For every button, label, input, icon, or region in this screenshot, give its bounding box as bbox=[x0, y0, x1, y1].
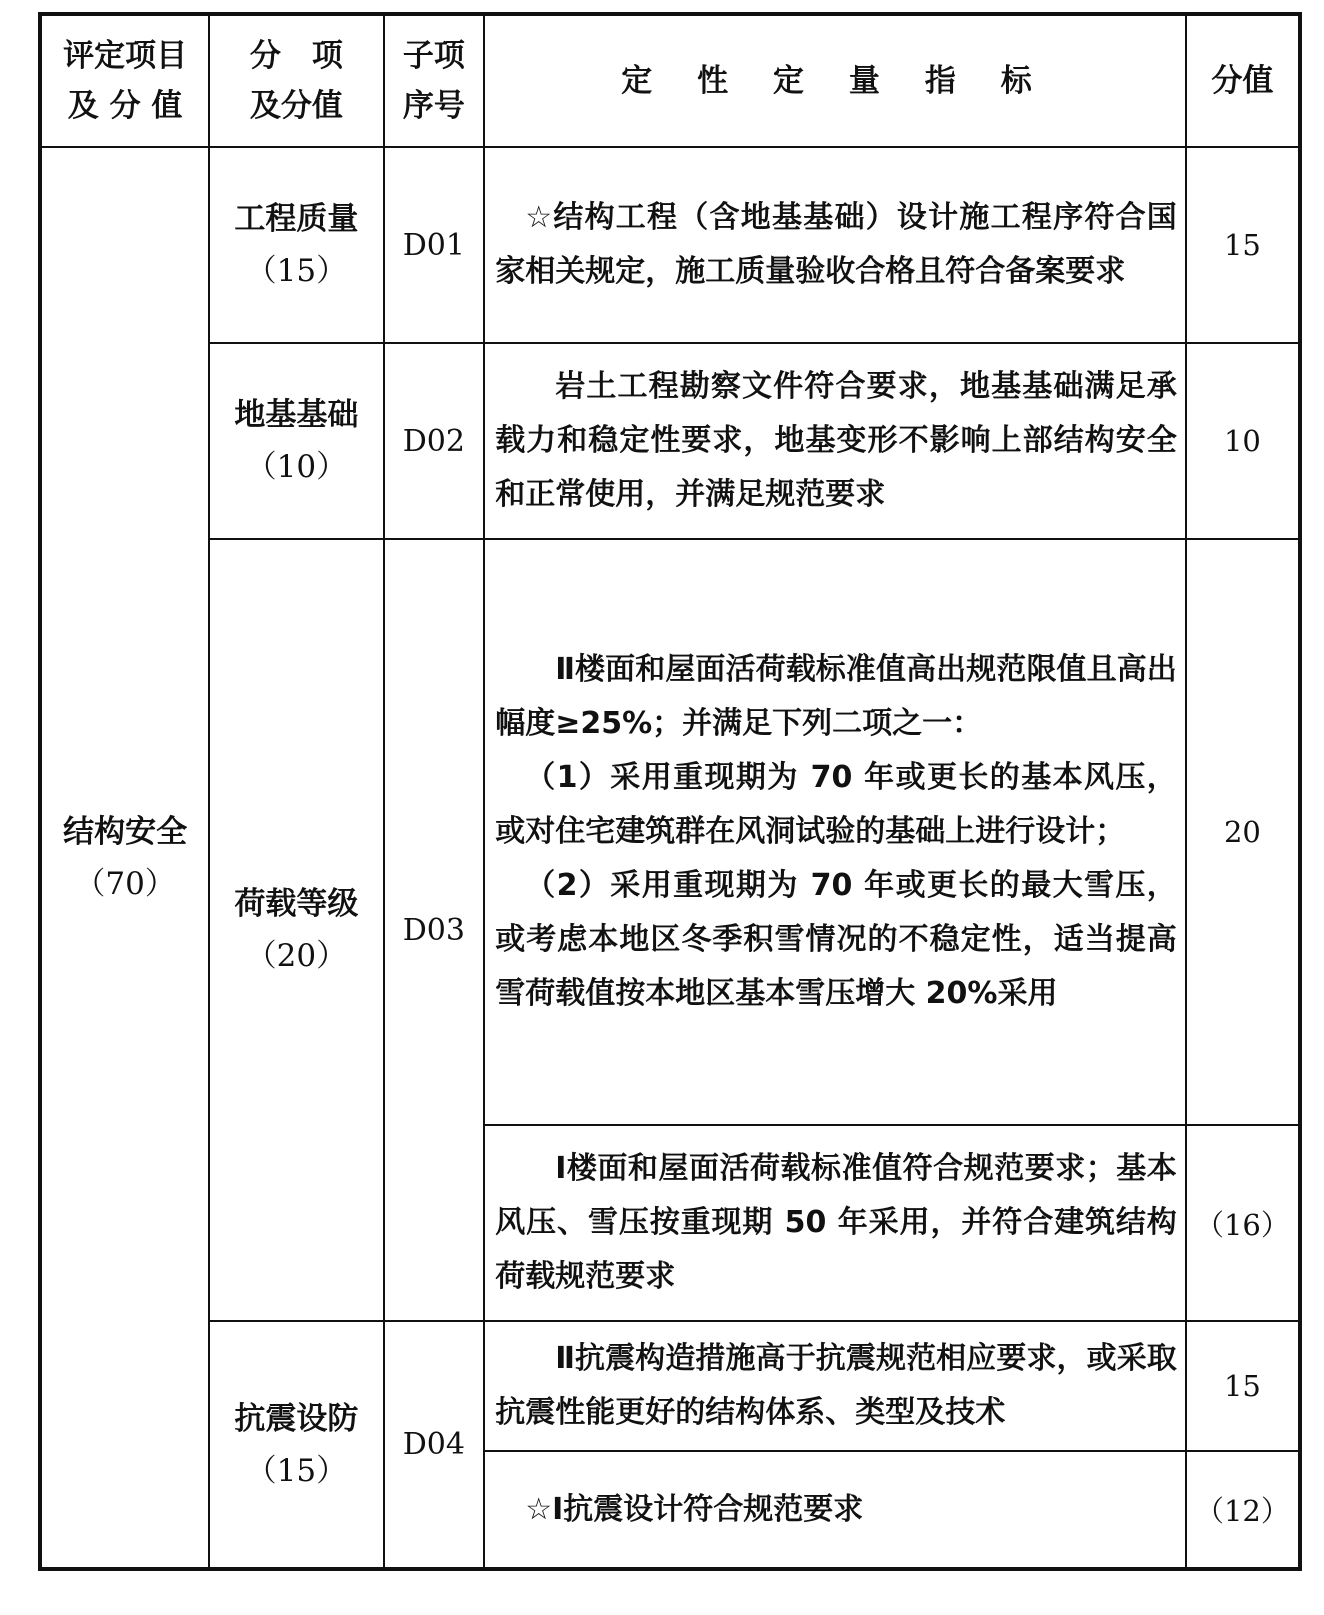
sub-item-score: （15） bbox=[245, 253, 348, 289]
sub-item-name: 抗震设防 bbox=[234, 1400, 359, 1437]
sub-item-cell bbox=[209, 147, 383, 343]
sub-item-score: （10） bbox=[245, 449, 348, 485]
category-score: （70） bbox=[74, 865, 176, 902]
header-col3-line2: 序号 bbox=[402, 88, 465, 124]
table-row bbox=[40, 1321, 1300, 1451]
score-value: （16） bbox=[1186, 1125, 1300, 1321]
header-sub-number bbox=[384, 14, 485, 147]
sub-item-cell bbox=[209, 343, 383, 539]
sub-item-name: 工程质量 bbox=[234, 201, 359, 237]
header-col3-line1: 子项 bbox=[402, 38, 465, 74]
sub-number: D02 bbox=[384, 343, 485, 539]
table-row bbox=[40, 343, 1300, 539]
indicator-text: ☆结构工程（含地基基础）设计施工程序符合国家相关规定，施工质量验收合格且符合备案要求 bbox=[495, 200, 1177, 289]
evaluation-table bbox=[38, 12, 1302, 1571]
header-evaluation-item bbox=[40, 14, 209, 147]
category-cell bbox=[40, 147, 209, 1569]
header-row bbox=[40, 14, 1300, 147]
score-value: 20 bbox=[1186, 539, 1300, 1125]
indicator-text: Ⅱ楼面和屋面活荷载标准值高出规范限值且高出幅度≥25%；并满足下列二项之一： bbox=[495, 652, 1177, 741]
header-sub-item bbox=[209, 14, 383, 147]
indicator-text: （2）采用重现期为 70 年或更长的最大雪压，或考虑本地区冬季积雪情况的不稳定性，适当提高雪荷载值按本地区基本雪压增大 20%采用 bbox=[495, 868, 1177, 1011]
header-col5: 分值 bbox=[1211, 63, 1274, 99]
score-value: 15 bbox=[1186, 1321, 1300, 1451]
sub-number: D01 bbox=[384, 147, 485, 343]
sub-item-score: （20） bbox=[245, 938, 348, 974]
score-value: 15 bbox=[1186, 147, 1300, 343]
indicator-cell bbox=[484, 1125, 1186, 1321]
header-col2-line2: 及分值 bbox=[249, 88, 343, 124]
score-value: （12） bbox=[1186, 1451, 1300, 1569]
header-score bbox=[1186, 14, 1300, 147]
sub-item-cell bbox=[209, 539, 383, 1321]
sub-number: D03 bbox=[384, 539, 485, 1321]
indicator-cell bbox=[484, 1451, 1186, 1569]
indicator-cell bbox=[484, 343, 1186, 539]
indicator-cell bbox=[484, 539, 1186, 1125]
table-row bbox=[40, 147, 1300, 343]
indicator-text: ☆Ⅰ抗震设计符合规范要求 bbox=[525, 1491, 864, 1527]
sub-item-score: （15） bbox=[245, 1452, 348, 1489]
header-col1-line2: 及 分 值 bbox=[67, 88, 183, 124]
indicator-cell bbox=[484, 147, 1186, 343]
indicator-text: 岩土工程勘察文件符合要求，地基基础满足承载力和稳定性要求，地基变形不影响上部结构安全和正常使用，并满足规范要求 bbox=[495, 369, 1177, 512]
document-page bbox=[38, 12, 1302, 1576]
sub-number: D04 bbox=[384, 1321, 485, 1569]
indicator-text: （1）采用重现期为 70 年或更长的基本风压，或对住宅建筑群在风洞试验的基础上进行设计； bbox=[495, 760, 1177, 849]
category-name: 结构安全 bbox=[63, 813, 188, 850]
header-col1-line1: 评定项目 bbox=[63, 38, 188, 74]
sub-item-name: 荷载等级 bbox=[234, 886, 359, 922]
sub-item-cell bbox=[209, 1321, 383, 1569]
table-row bbox=[40, 539, 1300, 1125]
score-value: 10 bbox=[1186, 343, 1300, 539]
sub-item-name: 地基基础 bbox=[234, 397, 359, 433]
indicator-text: Ⅰ楼面和屋面活荷载标准值符合规范要求；基本风压、雪压按重现期 50 年采用，并符合建筑结构荷载规范要求 bbox=[495, 1151, 1177, 1294]
header-indicator bbox=[484, 14, 1186, 147]
indicator-cell bbox=[484, 1321, 1186, 1451]
header-col2-line1: 分 项 bbox=[249, 38, 343, 74]
indicator-text: Ⅱ抗震构造措施高于抗震规范相应要求，或采取抗震性能更好的结构体系、类型及技术 bbox=[495, 1341, 1177, 1430]
header-col4: 定 性 定 量 指 标 bbox=[621, 63, 1049, 99]
